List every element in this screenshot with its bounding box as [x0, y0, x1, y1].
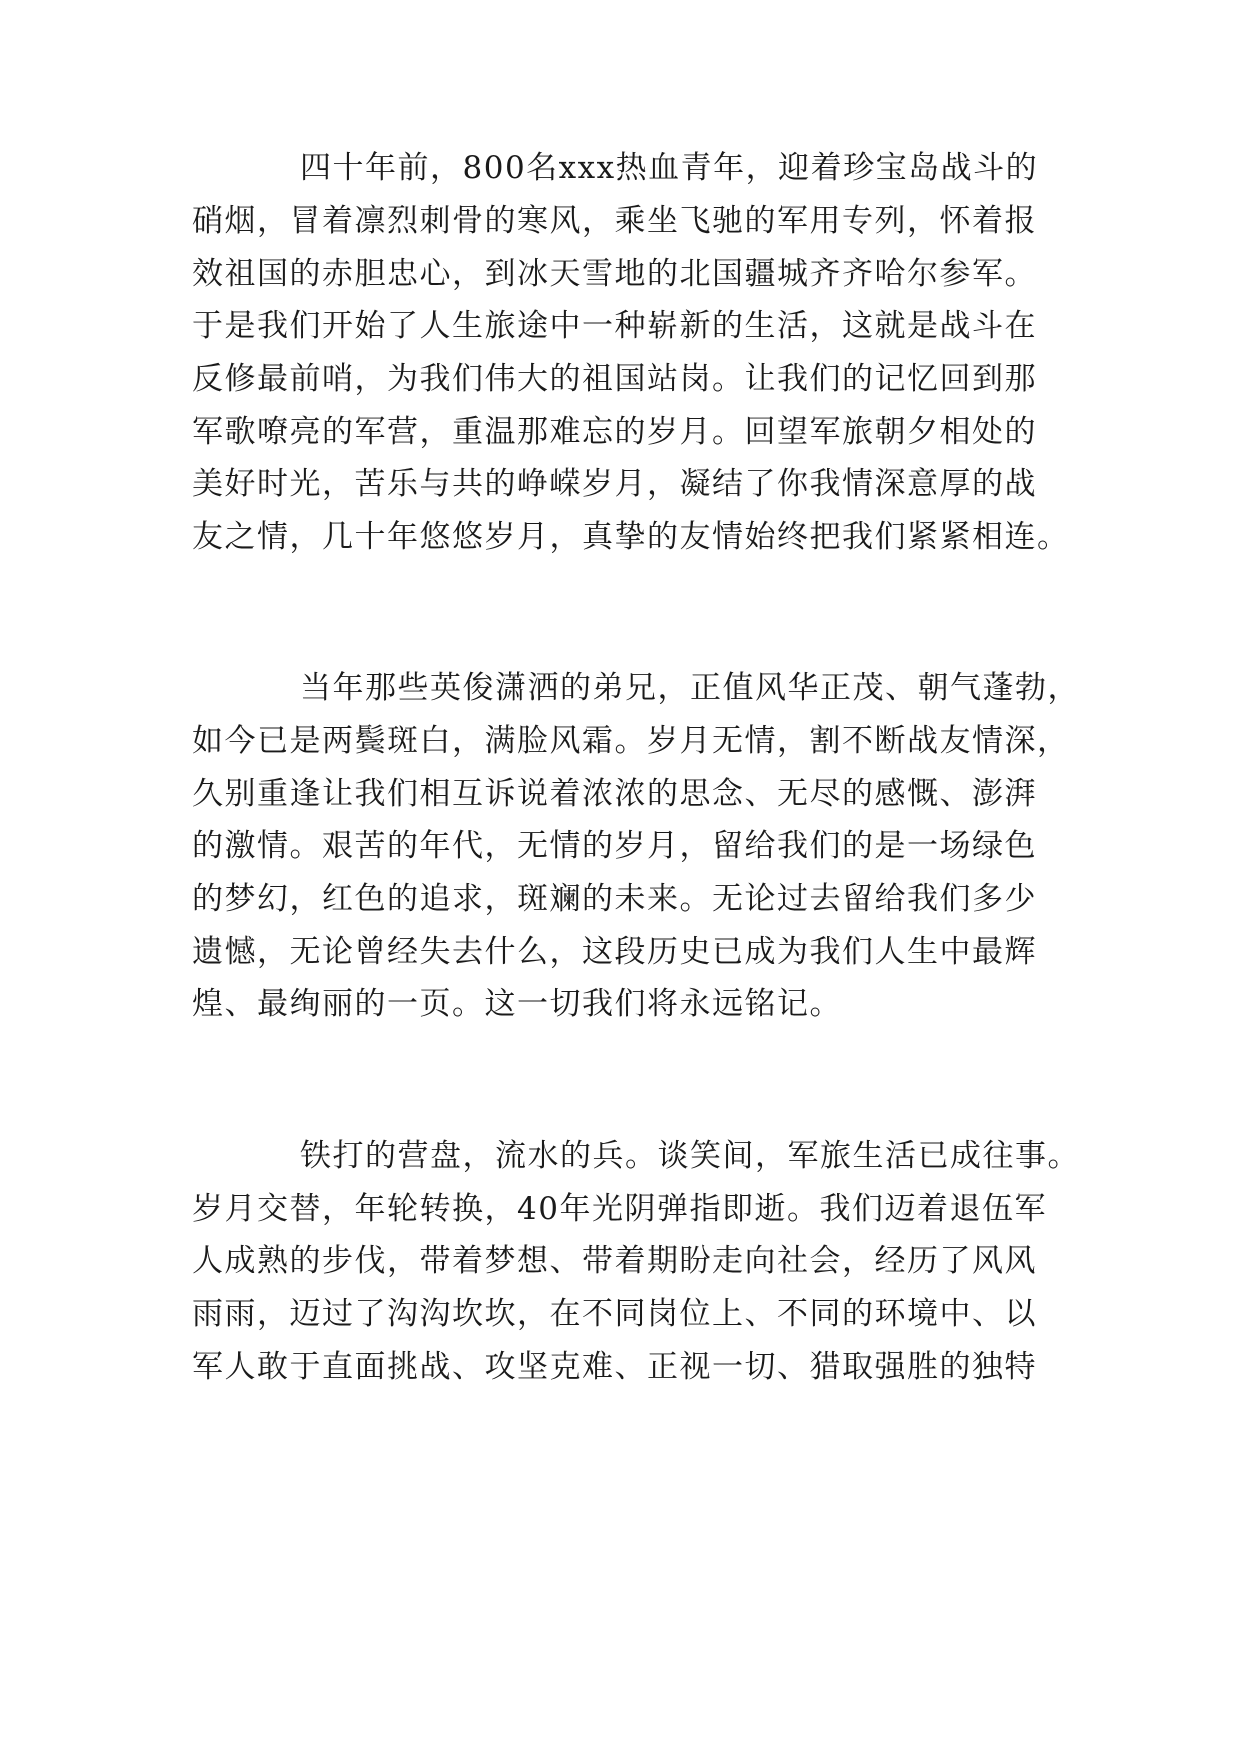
paragraph-line: 于是我们开始了人生旅途中一种崭新的生活，这就是战斗在	[192, 308, 1037, 344]
paragraph-line: 铁打的营盘，流水的兵。谈笑间，军旅生活已成往事。	[300, 1138, 1080, 1174]
paragraph-line: 四十年前，800名xxx热血青年，迎着珍宝岛战斗的	[300, 150, 1039, 186]
paragraph-line: 岁月交替，年轮转换，40年光阴弹指即逝。我们迈着退伍军	[192, 1191, 1047, 1227]
paragraph-line: 当年那些英俊潇洒的弟兄，正值风华正茂、朝气蓬勃，	[300, 670, 1080, 706]
paragraph-line: 雨雨，迈过了沟沟坎坎，在不同岗位上、不同的环境中、以	[192, 1296, 1037, 1332]
paragraph-line: 反修最前哨，为我们伟大的祖国站岗。让我们的记忆回到那	[192, 361, 1037, 397]
paragraph-line: 煌、最绚丽的一页。这一切我们将永远铭记。	[192, 986, 842, 1022]
paragraph-line: 效祖国的赤胆忠心，到冰天雪地的北国疆城齐齐哈尔参军。	[192, 256, 1037, 292]
paragraph-line: 硝烟，冒着凛烈刺骨的寒风，乘坐飞驰的军用专列，怀着报	[192, 203, 1037, 239]
paragraph-line: 遗憾，无论曾经失去什么，这段历史已成为我们人生中最辉	[192, 934, 1037, 970]
paragraph-line: 如今已是两鬓斑白，满脸风霜。岁月无情，割不断战友情深，	[192, 723, 1070, 759]
paragraph-line: 军人敢于直面挑战、攻坚克难、正视一切、猎取强胜的独特	[192, 1349, 1037, 1385]
paragraph-line: 人成熟的步伐，带着梦想、带着期盼走向社会，经历了风风	[192, 1243, 1037, 1279]
paragraph-line: 友之情，几十年悠悠岁月，真挚的友情始终把我们紧紧相连。	[192, 519, 1070, 555]
paragraph-line: 军歌嘹亮的军营，重温那难忘的岁月。回望军旅朝夕相处的	[192, 414, 1037, 450]
paragraph-line: 的激情。艰苦的年代，无情的岁月，留给我们的是一场绿色	[192, 828, 1037, 864]
paragraph-line: 美好时光，苦乐与共的峥嵘岁月，凝结了你我情深意厚的战	[192, 466, 1037, 502]
paragraph-line: 的梦幻，红色的追求，斑斓的未来。无论过去留给我们多少	[192, 881, 1037, 917]
paragraph-line: 久别重逢让我们相互诉说着浓浓的思念、无尽的感慨、澎湃	[192, 776, 1037, 812]
